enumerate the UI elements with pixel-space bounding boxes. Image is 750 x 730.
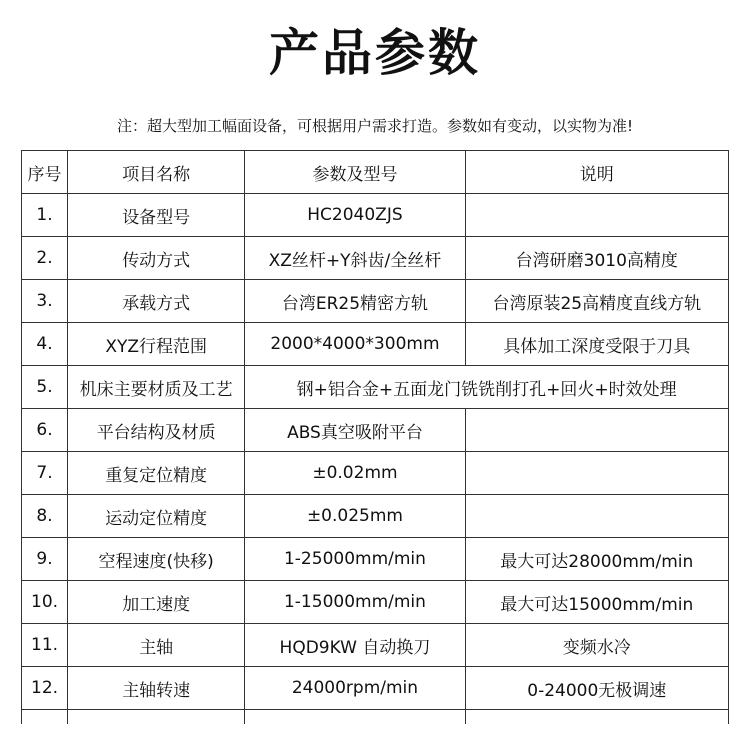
table-row xyxy=(22,581,729,624)
table-row xyxy=(22,280,729,323)
row-param: ABS真空吸附平台 xyxy=(245,409,465,452)
row-desc: 台湾研磨3010高精度 xyxy=(465,237,728,280)
header-param: 参数及型号 xyxy=(245,151,465,194)
row-no: 12. xyxy=(22,667,68,710)
table-row xyxy=(22,538,729,581)
row-name: 主轴 xyxy=(68,624,245,667)
row-param: XZ丝杆+Y斜齿/全丝杆 xyxy=(245,237,465,280)
table-row xyxy=(22,452,729,495)
row-desc: 具体加工深度受限于刀具 xyxy=(465,323,728,366)
page-title: 产品参数 xyxy=(269,24,481,82)
table-row xyxy=(22,194,729,237)
row-name: 重复定位精度 xyxy=(68,452,245,495)
row-desc xyxy=(465,495,728,538)
table-row xyxy=(22,237,729,280)
row-param: 2000*4000*300mm xyxy=(245,323,465,366)
row-name: 承载方式 xyxy=(68,280,245,323)
row-no: 7. xyxy=(22,452,68,495)
row-desc: 台湾原装25高精度直线方轨 xyxy=(465,280,728,323)
row-param: 钢+铝合金+五面龙门铣铣削打孔+回火+时效处理 xyxy=(245,366,729,409)
row-no: 10. xyxy=(22,581,68,624)
row-param: 24000rpm/min xyxy=(245,667,465,710)
row-name: 运动定位精度 xyxy=(68,495,245,538)
table-row xyxy=(22,323,729,366)
row-no: 4. xyxy=(22,323,68,366)
row-name: 主轴转速 xyxy=(68,667,245,710)
row-no: 11. xyxy=(22,624,68,667)
row-desc xyxy=(465,409,728,452)
parameter-table xyxy=(21,150,729,724)
row-no: 5. xyxy=(22,366,68,409)
row-no: 9. xyxy=(22,538,68,581)
row-no: 6. xyxy=(22,409,68,452)
row-no: 3. xyxy=(22,280,68,323)
row-param: ±0.02mm xyxy=(245,452,465,495)
row-param: HC2040ZJS xyxy=(245,194,465,237)
row-desc: 0-24000无极调速 xyxy=(465,667,728,710)
table-row-cutoff xyxy=(22,710,729,724)
row-name: 空程速度(快移) xyxy=(68,538,245,581)
row-no: 8. xyxy=(22,495,68,538)
header-name: 项目名称 xyxy=(68,151,245,194)
table-header-row xyxy=(22,151,729,194)
row-name: 传动方式 xyxy=(68,237,245,280)
row-name: 设备型号 xyxy=(68,194,245,237)
row-desc: 变频水冷 xyxy=(465,624,728,667)
header-desc: 说明 xyxy=(465,151,728,194)
row-name: 加工速度 xyxy=(68,581,245,624)
row-desc: 最大可达28000mm/min xyxy=(465,538,728,581)
table-row xyxy=(22,409,729,452)
row-desc: 最大可达15000mm/min xyxy=(465,581,728,624)
row-no: 1. xyxy=(22,194,68,237)
table-row xyxy=(22,366,729,409)
row-param: 台湾ER25精密方轨 xyxy=(245,280,465,323)
note-text: 注：超大型加工幅面设备，可根据用户需求打造。参数如有变动，以实物为准! xyxy=(116,117,634,135)
row-param: HQD9KW 自动换刀 xyxy=(245,624,465,667)
row-name: 机床主要材质及工艺 xyxy=(68,366,245,409)
table-row xyxy=(22,667,729,710)
table-row xyxy=(22,624,729,667)
row-name: 平台结构及材质 xyxy=(68,409,245,452)
row-name: XYZ行程范围 xyxy=(68,323,245,366)
row-no: 2. xyxy=(22,237,68,280)
row-param: 1-15000mm/min xyxy=(245,581,465,624)
row-desc xyxy=(465,452,728,495)
table-row xyxy=(22,495,729,538)
header-no: 序号 xyxy=(22,151,68,194)
row-param: ±0.025mm xyxy=(245,495,465,538)
row-param: 1-25000mm/min xyxy=(245,538,465,581)
row-desc xyxy=(465,194,728,237)
